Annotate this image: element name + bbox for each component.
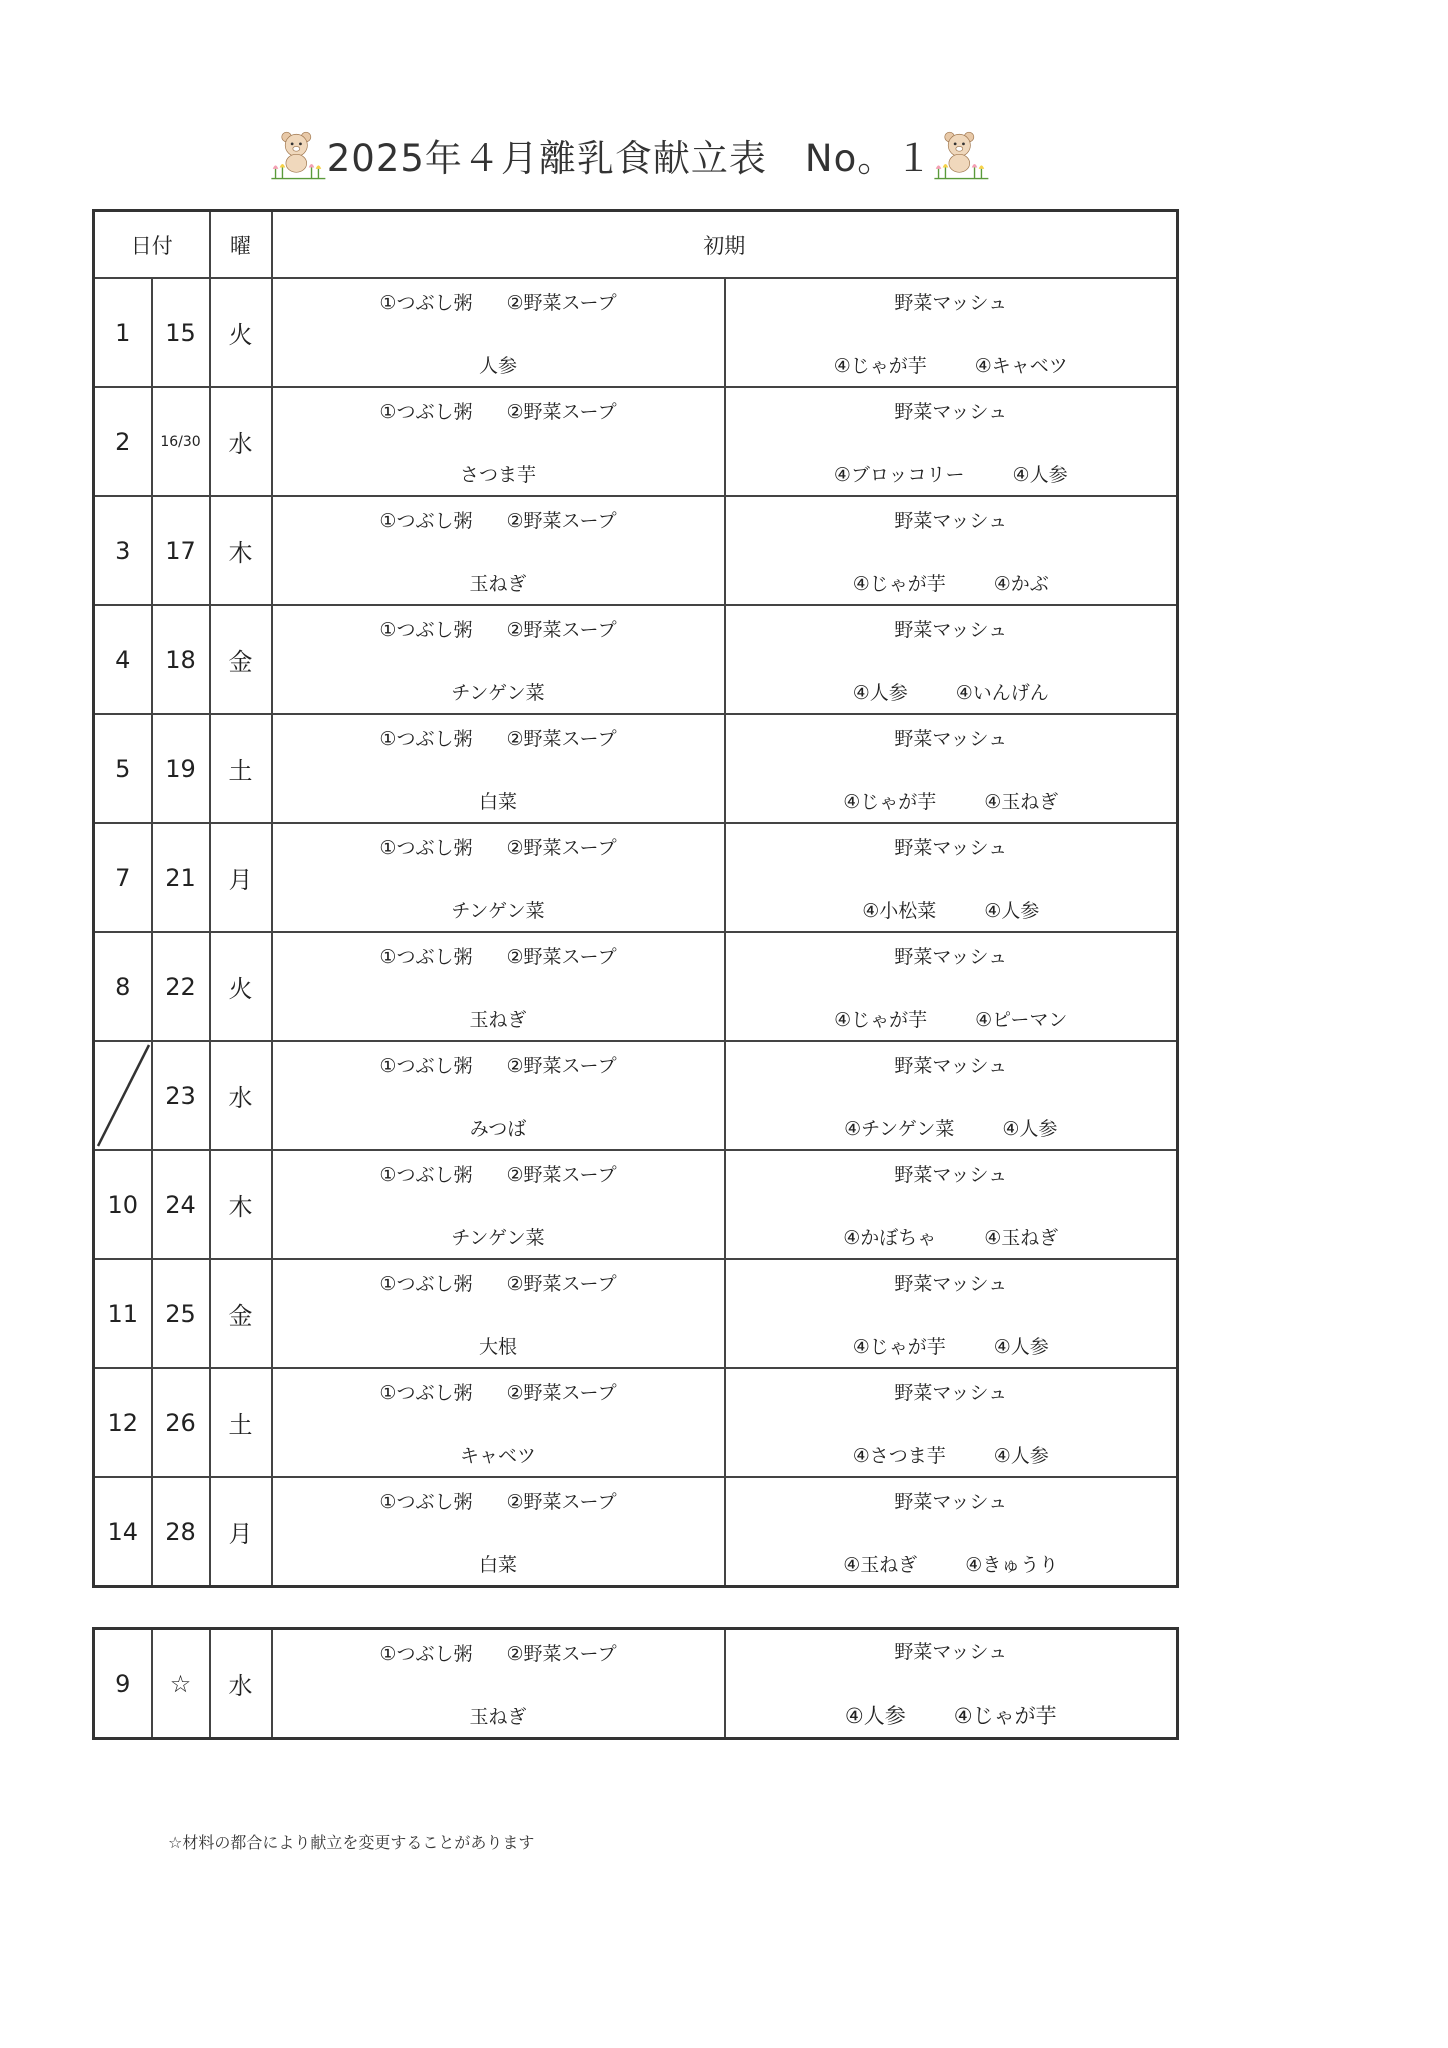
- row-day: 17: [152, 496, 210, 605]
- menu-item: ④じゃが芋: [852, 1335, 946, 1358]
- table-row: [94, 1150, 1178, 1259]
- menu-item: 野菜マッシュ: [894, 400, 1008, 423]
- row-number: 1: [94, 278, 152, 387]
- menu-item: ②野菜スープ: [506, 1272, 617, 1295]
- row-day: 26: [152, 1368, 210, 1477]
- menu-item: 大根: [478, 1335, 517, 1358]
- table-row: [94, 387, 1178, 496]
- row-day: 18: [152, 605, 210, 714]
- menu-item: ④じゃが芋: [852, 572, 946, 595]
- menu-item: ④じゃが芋: [843, 790, 937, 813]
- meal-cell-b: [725, 387, 1178, 496]
- menu-item: 野菜マッシュ: [894, 1490, 1008, 1513]
- row-day: 25: [152, 1259, 210, 1368]
- meal-cell-b: [725, 1477, 1178, 1587]
- menu-item: 野菜マッシュ: [894, 1054, 1008, 1077]
- row-number-blank: [94, 1041, 152, 1150]
- menu-item: ④さつま芋: [852, 1444, 946, 1467]
- table-row: [94, 823, 1178, 932]
- meal-cell-b: [725, 605, 1178, 714]
- row-number: 3: [94, 496, 152, 605]
- row-day: 19: [152, 714, 210, 823]
- menu-item: ②野菜スープ: [506, 836, 617, 859]
- row-weekday: 金: [210, 605, 272, 714]
- row-number: 7: [94, 823, 152, 932]
- meal-cell-a: [272, 387, 725, 496]
- menu-item: ④じゃが芋: [834, 1008, 928, 1031]
- meal-cell-b: [725, 714, 1178, 823]
- meal-cell-a: [272, 1259, 725, 1368]
- row-number: 11: [94, 1259, 152, 1368]
- meal-cell-a: [272, 605, 725, 714]
- table-row: [94, 605, 1178, 714]
- meal-cell-a: [272, 1150, 725, 1259]
- footnote: ☆材料の都合により献立を変更することがあります: [168, 1833, 535, 1852]
- row-day: 22: [152, 932, 210, 1041]
- title-area: [270, 115, 990, 195]
- table-row: [94, 1368, 1178, 1477]
- row-weekday: 水: [210, 1041, 272, 1150]
- menu-item: 野菜マッシュ: [894, 1381, 1008, 1404]
- row-weekday: 月: [210, 1477, 272, 1587]
- menu-item: ④玉ねぎ: [984, 790, 1059, 813]
- row-number: 8: [94, 932, 152, 1041]
- menu-item: 玉ねぎ: [469, 1705, 527, 1728]
- menu-item: ④かぼちゃ: [843, 1226, 937, 1249]
- menu-item: ④じゃが芋: [953, 1704, 1057, 1728]
- menu-item: ④小松菜: [862, 899, 937, 922]
- menu-item: ②野菜スープ: [506, 945, 617, 968]
- row-number: 9: [94, 1629, 152, 1739]
- menu-item: ④玉ねぎ: [984, 1226, 1059, 1249]
- row-number: 5: [94, 714, 152, 823]
- row-number: 12: [94, 1368, 152, 1477]
- table-row: [94, 1477, 1178, 1587]
- menu-item: さつま芋: [459, 463, 536, 486]
- meal-cell-a: [272, 1368, 725, 1477]
- row-day: 24: [152, 1150, 210, 1259]
- table-header-row: [94, 211, 1178, 279]
- menu-item: ①つぶし粥: [379, 1054, 473, 1077]
- menu-item: ④チンゲン菜: [844, 1117, 955, 1140]
- menu-item: ④人参: [1012, 463, 1068, 486]
- meal-cell-b: [725, 932, 1178, 1041]
- menu-item: ①つぶし粥: [379, 1272, 473, 1295]
- menu-item: 野菜マッシュ: [894, 1163, 1008, 1186]
- meal-cell-a: [272, 714, 725, 823]
- menu-item: ④かぶ: [993, 572, 1049, 595]
- menu-item: ②野菜スープ: [506, 400, 617, 423]
- menu-item: 野菜マッシュ: [894, 1641, 1008, 1663]
- menu-item: ②野菜スープ: [506, 1381, 617, 1404]
- menu-item: チンゲン菜: [451, 1226, 545, 1249]
- table-row: [94, 714, 1178, 823]
- row-weekday: 土: [210, 1368, 272, 1477]
- menu-item: ④キャベツ: [974, 354, 1068, 377]
- menu-item: ④ブロッコリー: [833, 463, 965, 486]
- menu-item: 玉ねぎ: [469, 1008, 527, 1031]
- menu-item: ②野菜スープ: [506, 1054, 617, 1077]
- meal-cell-b: [725, 823, 1178, 932]
- menu-item: 玉ねぎ: [469, 572, 527, 595]
- menu-item: 野菜マッシュ: [894, 1272, 1008, 1295]
- row-weekday: 木: [210, 496, 272, 605]
- menu-item: 野菜マッシュ: [894, 291, 1008, 314]
- table-row: [94, 1259, 1178, 1368]
- row-weekday: 土: [210, 714, 272, 823]
- menu-item: 野菜マッシュ: [894, 836, 1008, 859]
- row-weekday: 木: [210, 1150, 272, 1259]
- menu-item: ④玉ねぎ: [843, 1553, 918, 1576]
- menu-item: ①つぶし粥: [379, 727, 473, 750]
- bear-with-tulips-icon: [270, 117, 327, 193]
- row-day: 16/30: [152, 387, 210, 496]
- menu-item: ④人参: [852, 681, 908, 704]
- header-weekday: 曜: [210, 211, 272, 279]
- row-weekday: 水: [210, 1629, 272, 1739]
- menu-item: 人参: [478, 354, 517, 377]
- menu-item: 野菜マッシュ: [894, 727, 1008, 750]
- meal-cell-b: [725, 496, 1178, 605]
- menu-item: ①つぶし粥: [379, 836, 473, 859]
- menu-item: 野菜マッシュ: [894, 945, 1008, 968]
- table-row: [94, 932, 1178, 1041]
- menu-item: 白菜: [478, 790, 517, 813]
- meal-cell-a: [272, 823, 725, 932]
- meal-cell-b: [725, 1259, 1178, 1368]
- row-weekday: 月: [210, 823, 272, 932]
- menu-item: 野菜マッシュ: [894, 618, 1008, 641]
- table-row: [94, 278, 1178, 387]
- row-day: 15: [152, 278, 210, 387]
- menu-item: ②野菜スープ: [506, 1490, 617, 1513]
- bear-with-tulips-icon: [933, 117, 990, 193]
- menu-item: ②野菜スープ: [506, 1163, 617, 1186]
- menu-item: チンゲン菜: [451, 681, 545, 704]
- header-stage: 初期: [272, 211, 1178, 279]
- meal-cell-b: [725, 1368, 1178, 1477]
- menu-item: ④人参: [993, 1444, 1049, 1467]
- row-number: 4: [94, 605, 152, 714]
- row-weekday: 水: [210, 387, 272, 496]
- menu-item: ①つぶし粥: [379, 1642, 473, 1665]
- menu-item: ④いんげん: [955, 681, 1049, 704]
- menu-item: ④人参: [984, 899, 1040, 922]
- diagonal-slash: [95, 1042, 153, 1149]
- table-row: [94, 1041, 1178, 1150]
- row-number: 10: [94, 1150, 152, 1259]
- menu-item: ④人参: [844, 1704, 906, 1728]
- meal-cell-a: [272, 496, 725, 605]
- header-date: 日付: [94, 211, 210, 279]
- menu-item: ②野菜スープ: [506, 618, 617, 641]
- menu-table: [92, 209, 1179, 1588]
- menu-item: ①つぶし粥: [379, 400, 473, 423]
- row-day: 23: [152, 1041, 210, 1150]
- meal-cell-a: [272, 278, 725, 387]
- meal-cell-a: [272, 932, 725, 1041]
- menu-item: ①つぶし粥: [379, 945, 473, 968]
- menu-item: ④じゃが芋: [833, 354, 927, 377]
- menu-item: みつば: [469, 1117, 527, 1140]
- menu-item: ②野菜スープ: [506, 1642, 617, 1665]
- table-row: [94, 1629, 1178, 1739]
- menu-item: ①つぶし粥: [379, 1163, 473, 1186]
- menu-item: ④ピーマン: [975, 1008, 1068, 1031]
- extra-menu-table: [92, 1627, 1179, 1740]
- menu-item: ④きゅうり: [965, 1553, 1059, 1576]
- meal-cell-a: [272, 1629, 725, 1739]
- menu-item: ④人参: [993, 1335, 1049, 1358]
- row-number: 14: [94, 1477, 152, 1587]
- meal-cell-b: [725, 1041, 1178, 1150]
- menu-item: ①つぶし粥: [379, 509, 473, 532]
- menu-item: 白菜: [478, 1553, 517, 1576]
- meal-cell-b: [725, 1150, 1178, 1259]
- menu-item: ②野菜スープ: [506, 291, 617, 314]
- row-number: 2: [94, 387, 152, 496]
- meal-cell-a: [272, 1477, 725, 1587]
- row-weekday: 火: [210, 278, 272, 387]
- menu-item: キャベツ: [459, 1444, 536, 1467]
- menu-item: 野菜マッシュ: [894, 509, 1008, 532]
- row-day: 21: [152, 823, 210, 932]
- menu-item: ④人参: [1002, 1117, 1058, 1140]
- row-day: ☆: [152, 1629, 210, 1739]
- row-weekday: 火: [210, 932, 272, 1041]
- meal-cell-a: [272, 1041, 725, 1150]
- menu-item: ②野菜スープ: [506, 509, 617, 532]
- page-title: 2025年４月離乳食献立表 No。１: [326, 137, 934, 180]
- menu-item: ①つぶし粥: [379, 291, 473, 314]
- menu-item: チンゲン菜: [451, 899, 545, 922]
- menu-item: ①つぶし粥: [379, 1381, 473, 1404]
- meal-cell-b: [725, 278, 1178, 387]
- menu-item: ①つぶし粥: [379, 618, 473, 641]
- table-row: [94, 496, 1178, 605]
- row-day: 28: [152, 1477, 210, 1587]
- menu-item: ②野菜スープ: [506, 727, 617, 750]
- meal-cell-b: [725, 1629, 1178, 1739]
- menu-item: ①つぶし粥: [379, 1490, 473, 1513]
- row-weekday: 金: [210, 1259, 272, 1368]
